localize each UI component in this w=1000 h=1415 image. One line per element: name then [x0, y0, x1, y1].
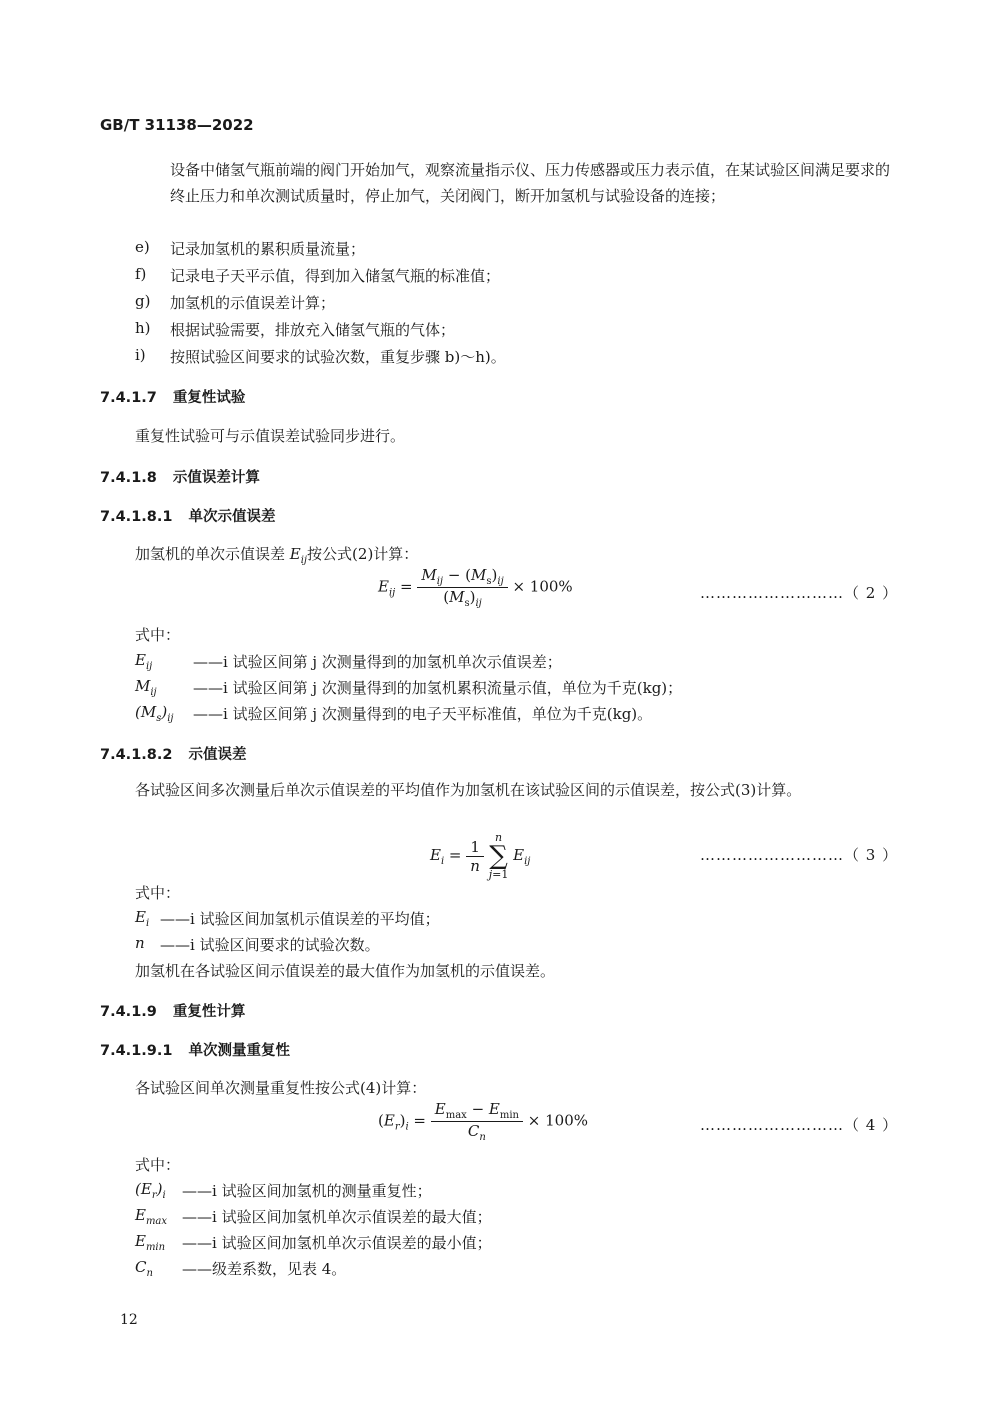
symbol-description: ——i 试验区间加氢机示值误差的平均值； — [160, 910, 440, 928]
section-title: 重复性计算 — [172, 1004, 246, 1020]
symbol-description: ——i 试验区间加氢机的测量重复性； — [182, 1182, 432, 1200]
section-heading — [100, 466, 260, 487]
where-label: 式中： — [135, 1156, 181, 1174]
formula-3: $E_i$ = $\frac{1}{n}$ n ∑ j=1 $E_{ij}$ — [430, 831, 531, 881]
section-title: 单次示值误差 — [188, 509, 276, 525]
symbol: $E_{max}$ — [135, 1206, 168, 1227]
section-number: 7.4.1.8.2 — [100, 747, 173, 763]
body-text: 各试验区间单次测量重复性按公式(4)计算： — [135, 1079, 427, 1097]
symbol-description: ——i 试验区间第 j 次测量得到的加氢机单次示值误差； — [193, 653, 562, 671]
symbol: n — [135, 934, 145, 952]
body-text: 加氢机的单次示值误差 $E_{ij}$按公式(2)计算： — [135, 545, 419, 566]
step-text: 记录电子天平示值，得到加入储氢气瓶的标准值； — [170, 267, 501, 285]
symbol: $(E_r)_i$ — [135, 1180, 166, 1201]
page-number: 12 — [120, 1312, 138, 1328]
symbol: $C_n$ — [135, 1258, 153, 1279]
where-label: 式中： — [135, 884, 181, 902]
step-text: 记录加氢机的累积质量流量； — [170, 240, 366, 258]
symbol-description: ——i 试验区间第 j 次测量得到的加氢机累积流量示值，单位为千克(kg)； — [193, 679, 683, 697]
step-marker: h) — [135, 319, 151, 337]
body-text: 加氢机在各试验区间示值误差的最大值作为加氢机的示值误差。 — [135, 962, 556, 980]
standard-number: GB/T 31138—2022 — [100, 116, 254, 134]
step-marker: f) — [135, 265, 147, 283]
step-text: 加氢机的示值误差计算； — [170, 294, 336, 312]
step-marker: i) — [135, 346, 146, 364]
section-number: 7.4.1.8 — [100, 470, 157, 486]
section-number: 7.4.1.9 — [100, 1004, 157, 1020]
symbol: $E_{ij}$ — [135, 651, 153, 672]
symbol: $E_i$ — [135, 908, 150, 929]
text-run: 加氢机的单次示值误差 — [135, 545, 290, 563]
symbol-description: ——级差系数，见表 4。 — [182, 1260, 347, 1278]
step-text: 根据试验需要，排放充入储氢气瓶的气体； — [170, 321, 456, 339]
section-heading — [100, 1039, 290, 1060]
intro-paragraph: 设备中储氢气瓶前端的阀门开始加气，观察流量指示仪、压力传感器或压力表示值，在某试验区间满足要求的终止压力和单次测试质量时，停止加气，关闭阀门，断开加氢机与试验设备的连接； — [170, 161, 891, 205]
body-text: 重复性试验可与示值误差试验同步进行。 — [135, 427, 406, 445]
symbol: $(M_s)_{ij}$ — [135, 703, 174, 724]
where-label: 式中： — [135, 626, 181, 644]
section-title: 重复性试验 — [172, 390, 246, 406]
body-text: 各试验区间多次测量后单次示值误差的平均值作为加氢机在该试验区间的示值误差，按公式(3)计算。 — [135, 781, 802, 799]
step-marker: g) — [135, 292, 151, 310]
formula-2: $E_{ij}$ = $\frac{M_{ij} - (M_s)_{ij}}{(M_s)_{ij}}$ × 100% — [378, 566, 573, 609]
section-heading — [100, 743, 246, 764]
section-heading — [100, 386, 245, 407]
step-marker: e) — [135, 238, 150, 256]
equation-number: ………………………（ 3 ） — [700, 846, 899, 864]
formula-4: $(E_r)_i$ = $\frac{E_{max} - E_{min}}{C_n}$ × 100% — [378, 1100, 588, 1143]
section-title: 示值误差计算 — [172, 470, 260, 486]
symbol: $M_{ij}$ — [135, 677, 157, 698]
symbol-description: ——i 试验区间加氢机单次示值误差的最小值； — [182, 1234, 492, 1252]
section-number: 7.4.1.9.1 — [100, 1043, 173, 1059]
equation-number: ………………………（ 4 ） — [700, 1116, 899, 1134]
equation-number: ………………………（ 2 ） — [700, 584, 899, 602]
step-text: 按照试验区间要求的试验次数，重复步骤 b)～h)。 — [170, 348, 506, 366]
section-number: 7.4.1.7 — [100, 390, 157, 406]
section-number: 7.4.1.8.1 — [100, 509, 173, 525]
symbol-description: ——i 试验区间要求的试验次数。 — [160, 936, 380, 954]
section-title: 单次测量重复性 — [188, 1043, 290, 1059]
section-heading — [100, 1000, 245, 1021]
symbol: $E_{min}$ — [135, 1232, 166, 1253]
section-heading — [100, 505, 275, 526]
symbol-description: ——i 试验区间第 j 次测量得到的电子天平标准值，单位为千克(kg)。 — [193, 705, 653, 723]
section-title: 示值误差 — [188, 747, 247, 763]
symbol-description: ——i 试验区间加氢机单次示值误差的最大值； — [182, 1208, 492, 1226]
text-run: 按公式(2)计算： — [307, 545, 419, 563]
